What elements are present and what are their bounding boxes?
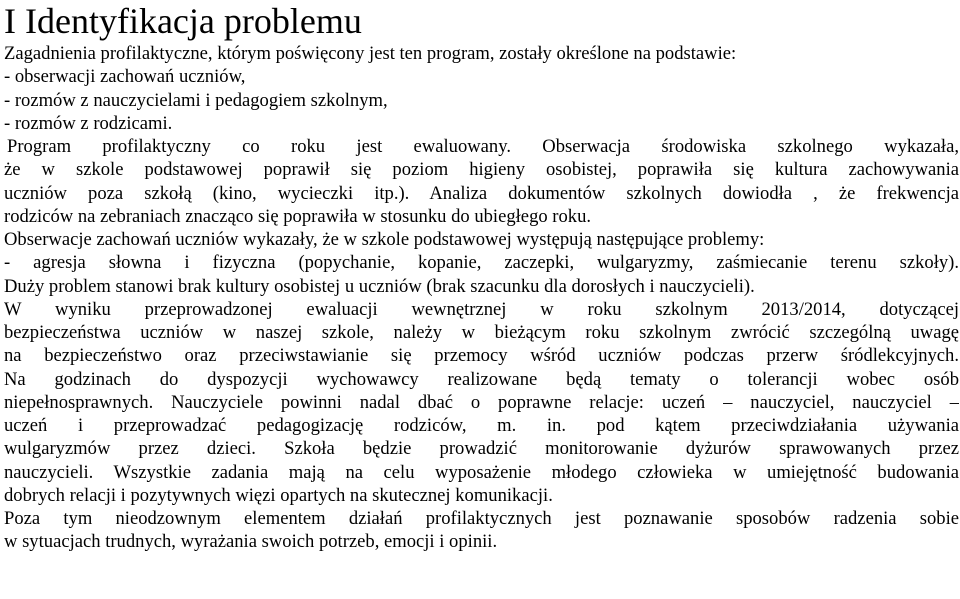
text-line: Na godzinach do dyspozycji wychowawcy realizowane będą tematy o tolerancji wobec osób	[4, 368, 959, 390]
text-line: rodziców na zebraniach znacząco się poprawiła w stosunku do ubiegłego roku.	[4, 205, 592, 227]
text-line: Program profilaktyczny co roku jest ewaluowany. Obserwacja środowiska szkolnego wykazała,	[7, 136, 959, 157]
text-line: na bezpieczeństwo oraz przeciwstawianie się przemocy wśród uczniów podczas przerw śródlekcyjnych.	[4, 345, 959, 367]
text-line: dobrych relacji i pozytywnych więzi opartych na skutecznej komunikacji.	[4, 484, 553, 506]
text-line: Obserwacje zachowań uczniów wykazały, że w szkole podstawowej występują następujące problemy:	[4, 229, 765, 250]
text-line: - rozmów z nauczycielami i pedagogiem szkolnym,	[4, 89, 388, 111]
text-line: nauczycieli. Wszystkie zadania mają na celu wyposażenie młodego człowieka w umiejętność budowania	[4, 461, 959, 483]
section-title: I Identyfikacja problemu	[4, 1, 362, 41]
text-line: uczniów poza szkołą (kino, wycieczki itp.). Analiza dokumentów szkolnych dowiodła , że frekwencja	[4, 182, 959, 204]
text-line: Duży problem stanowi brak kultury osobistej u uczniów (brak szacunku dla dorosłych i nauczycieli).	[4, 275, 755, 297]
text-line: uczeń i przeprowadzać pedagogizację rodziców, m. in. pod kątem przeciwdziałania używania	[4, 415, 959, 436]
text-line: - agresja słowna i fizyczna (popychanie, kopanie, zaczepki, wulgaryzmy, zaśmiecanie terenu szkoły).	[4, 252, 959, 274]
text-line: bezpieczeństwa uczniów w naszej szkole, należy w bieżącym roku szkolnym zwrócić szczególną uwagę	[4, 322, 959, 343]
text-line: niepełnosprawnych. Nauczyciele powinni nadal dbać o poprawne relacje: uczeń – nauczyciel, nauczyciel –	[4, 391, 959, 413]
text-line: Zagadnienia profilaktyczne, którym poświęcony jest ten program, zostały określone na podstawie:	[4, 43, 737, 64]
document-page	[4, 0, 959, 554]
text-line: w sytuacjach trudnych, wyrażania swoich potrzeb, emocji i opinii.	[4, 531, 498, 553]
text-line: wulgaryzmów przez dzieci. Szkoła będzie prowadzić monitorowanie dyżurów sprawowanych przez	[4, 438, 959, 460]
text-line: W wyniku przeprowadzonej ewaluacji wewnętrznej w roku szkolnym 2013/2014, dotyczącej	[4, 298, 959, 320]
text-line: że w szkole podstawowej poprawił się poziom higieny osobistej, poprawiła się kultura zachowywania	[4, 159, 959, 181]
text-line: Poza tym nieodzownym elementem działań profilaktycznych jest poznawanie sposobów radzenia sobie	[4, 508, 959, 529]
text-line: - rozmów z rodzicami.	[4, 112, 173, 134]
text-line: - obserwacji zachowań uczniów,	[4, 66, 246, 88]
